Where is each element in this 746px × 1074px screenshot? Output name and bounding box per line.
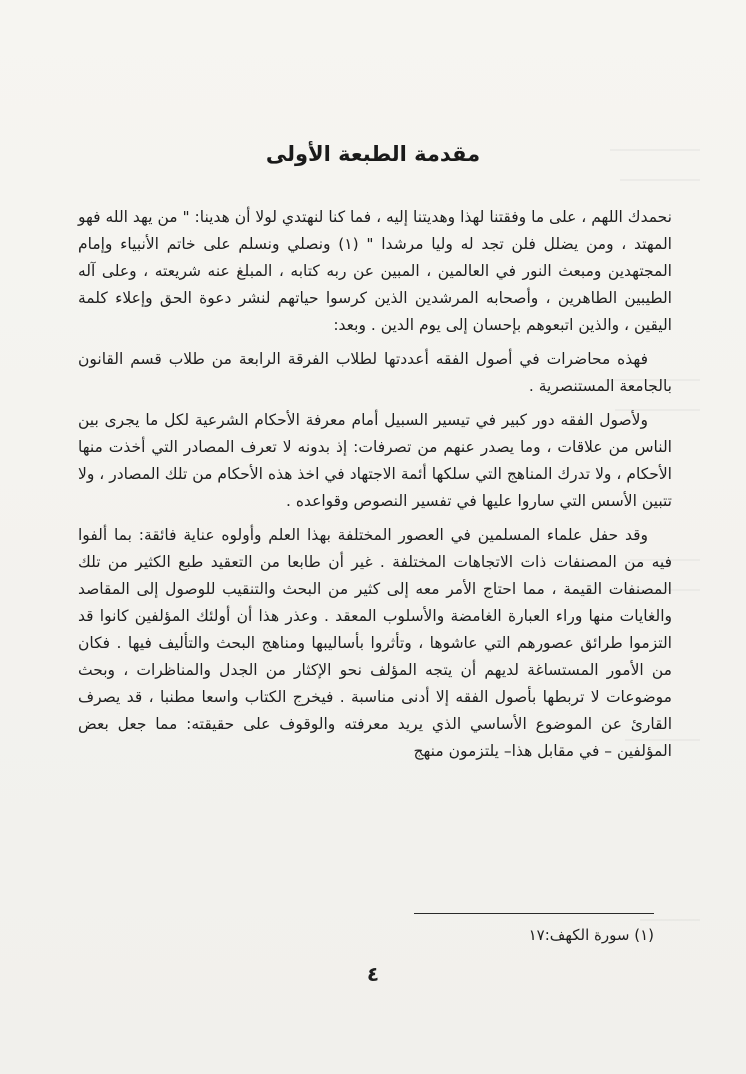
paragraph: وقد حفل علماء المسلمين في العصور المختلفة بهذا العلم وأولوه عناية فائقة: بما ألفوا فيه من المصنفات ذات الاتجاهات المختلفة . غير أن طابعا من التعقيد طبع الكثير من تلك المصنفات القيمة ، مما احتاج الأمر معه إلى كثير من البحث والتنقيب للوصول إلى المقاصد والغايات منها وراء العبارة الغامضة والأسلوب المعقد . وعذر هذا أن أولئك المؤلفين كانوا قد التزموا طرائق عصورهم التي عاشوها ، وتأثروا بأساليبها ومناهج البحث والتأليف فيها . فكان من الأمور المستساغة لديهم أن يتجه المؤلف نحو الإكثار من الجدل والمناظرات ، وبحث موضوعات لا تربطها بأصول الفقه إلا أدنى مناسبة . فيخرج الكتاب واسعا مطنبا ، قد يصرف القارئ عن الموضوع الأساسي الذي يريد معرفته والوقوف على حقيقته: مما جعل بعض المؤلفين – في مقابل هذا– يلتزمون منهج <box>78 526 672 760</box>
footnote: (١) سورة الكهف:١٧ <box>528 926 654 944</box>
page-number: ٤ <box>366 962 380 986</box>
footnote-separator <box>414 913 654 914</box>
paragraph: فهذه محاضرات في أصول الفقه أعددتها لطلاب الفرقة الرابعة من طلاب قسم القانون بالجامعة المستنصرية . <box>78 350 672 395</box>
page-title: مقدمة الطبعة الأولى <box>265 142 481 166</box>
paragraph: ولأصول الفقه دور كبير في تيسير السبيل أمام معرفة الأحكام الشرعية لكل ما يجرى بين الناس من علاقات ، وما يصدر عنهم من تصرفات: إذ بدونه لا تعرف المصادر التي أخذت منها الأحكام ، ولا تدرك المناهج التي سلكها أئمة الاجتهاد في اخذ هذه الأحكام من تلك المصادر ، ولا تتبين الأسس التي ساروا عليها في تفسير النصوص وقواعده . <box>78 411 672 510</box>
body-text <box>78 204 672 772</box>
paragraph: نحمدك اللهم ، على ما وفقتنا لهذا وهديتنا إليه ، فما كنا لنهتدي لولا أن هدينا: " من يهد الله فهو المهتد ، ومن يضلل فلن تجد له وليا مرشدا " (١) ونصلي ونسلم على خاتم الأنبياء وإمام المجتهدين ومبعث النور في العالمين ، المبين عن ربه كتابه ، المبلغ عنه شريعته ، وعلى آله الطيبين الطاهرين ، وأصحابه المرشدين الذين كرسوا حياتهم لنشر دعوة الحق وإعلاء كلمة اليقين ، والذين اتبعوهم بإحسان إلى يوم الدين . وبعد: <box>78 208 672 334</box>
